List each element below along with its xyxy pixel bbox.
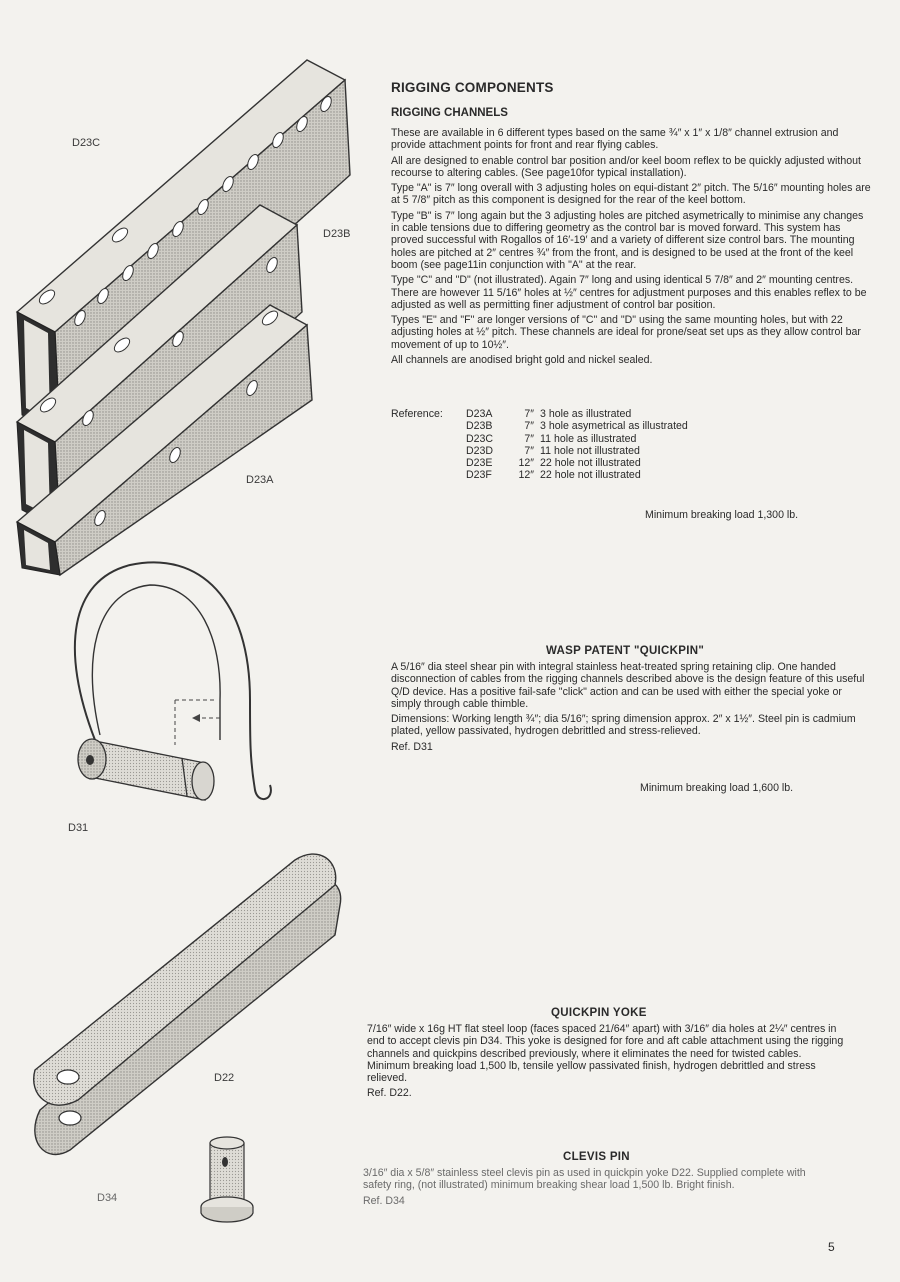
- reference-length: 12″: [518, 457, 534, 470]
- label-d31: D31: [68, 822, 89, 834]
- section-title-rigging-components: RIGGING COMPONENTS: [391, 80, 554, 95]
- reference-table: [391, 408, 688, 482]
- reference-length: 12″: [518, 469, 534, 482]
- reference-row: [391, 420, 688, 432]
- quickpin-d31-drawing: [75, 562, 271, 800]
- clevis-d34-drawing: [201, 1137, 253, 1222]
- section-title-clevis-pin: CLEVIS PIN: [563, 1151, 630, 1163]
- reference-code: D23A: [466, 408, 493, 420]
- reference-desc: 11 hole as illustrated: [540, 432, 637, 445]
- yoke-ref: Ref. D22.: [367, 1087, 412, 1100]
- section-title-quickpin: WASP PATENT "QUICKPIN": [546, 645, 705, 657]
- yoke-d22-drawing: [34, 854, 341, 1154]
- label-d22: D22: [214, 1072, 235, 1084]
- clevis-body: [363, 1167, 833, 1210]
- rigging-paragraph: All are designed to enable control bar position and/or keel boom reflex to be quickly adjusted without recourse to altering cables. (See page10for typical installation).: [391, 154, 861, 179]
- reference-row: [391, 469, 688, 481]
- reference-code: D23E: [466, 457, 493, 470]
- rigging-paragraph: These are available in 6 different types based on the same ¾″ x 1″ x 1/8″ channel extrusion and provide attachment points for front and rear flying cables.: [391, 127, 839, 152]
- clevis-ref: Ref. D34: [363, 1194, 405, 1207]
- quickpin-body: [391, 661, 869, 756]
- reference-desc: 3 hole as illustrated: [540, 408, 632, 420]
- reference-row: [391, 408, 688, 420]
- reference-code: D23B: [466, 420, 493, 433]
- reference-length: 7″: [524, 444, 534, 457]
- quickpin-paragraph: A 5/16″ dia steel shear pin with integral stainless heat-treated spring retaining clip. One handed disconnection of cables from the rigging channels described above is the design feature of this useful Q/D device. Has a positive fail-safe "click" action and can be used with either the special yoke or simply through cable thimble.: [391, 661, 865, 710]
- section-title-quickpin-yoke: QUICKPIN YOKE: [551, 1007, 647, 1019]
- reference-code: D23C: [466, 432, 494, 445]
- label-d23a: D23A: [246, 474, 274, 486]
- clevis-paragraph: 3/16″ dia x 5/8″ stainless steel clevis pin as used in quickpin yoke D22. Supplied complete with safety ring, (not illustrated) minimum breaking shear load 1,500 lb. Bright finish.: [363, 1167, 806, 1192]
- reference-length: 7″: [524, 420, 534, 433]
- reference-row: [391, 457, 688, 469]
- quickpin-ref: Ref. D31: [391, 740, 433, 753]
- rigging-min-load: Minimum breaking load 1,300 lb.: [645, 509, 799, 521]
- reference-desc: 22 hole not illustrated: [540, 469, 641, 482]
- reference-row: [391, 445, 688, 457]
- quickpin-min-load: Minimum breaking load 1,600 lb.: [640, 782, 794, 794]
- reference-row: [391, 433, 688, 445]
- label-d23c: D23C: [72, 137, 101, 149]
- rigging-channels-body: [391, 127, 871, 369]
- yoke-paragraph: 7/16″ wide x 16g HT flat steel loop (faces spaced 21/64″ apart) with 3/16″ dia holes at 2¼″ centres in end to accept clevis pin D34. This yoke is designed for fore and aft cable attachment using the rigging channels and quickpins described previously, where it eliminates the need for twisted cables. Minimum breaking load 1,500 lb, tensile yellow passivated finish, hydrogen debrittled and stress relieved.: [367, 1023, 844, 1085]
- reference-desc: 11 hole not illustrated: [540, 444, 640, 457]
- label-d34: D34: [97, 1192, 118, 1204]
- reference-desc: 22 hole not illustrated: [540, 457, 641, 470]
- yoke-body: [367, 1023, 845, 1103]
- reference-code: D23F: [466, 469, 492, 482]
- reference-length: 7″: [524, 408, 534, 420]
- reference-desc: 3 hole asymetrical as illustrated: [540, 420, 688, 433]
- reference-label: Reference:: [391, 408, 443, 420]
- rigging-paragraph: All channels are anodised bright gold and nickel sealed.: [391, 354, 653, 367]
- rigging-paragraph: Types "E" and "F" are longer versions of "C" and "D" using the same mounting holes, but with 22 adjusting holes at ½″ pitch. These channels are ideal for prone/seat set ups as they allow control bar movement of up to 10½″.: [391, 314, 861, 351]
- rigging-paragraph: Type "C" and "D" (not illustrated). Again 7″ long and using identical 5 7/8″ and 2″ mounting centres. There are however 11 5/16″ holes at ½″ centres for adjustment purposes and this enables reflex to be adjusted as well as permitting finer adjustment of control bar position.: [391, 274, 867, 311]
- page-number: 5: [828, 1240, 835, 1254]
- rigging-paragraph: Type "B" is 7″ long again but the 3 adjusting holes are pitched asymetrically to minimise any changes in cable tensions due to differing geometry as the control bar is moved forward. This system has proved successful with Rogallos of 16′-19′ and a variety of different size control bars. The mounting holes are pitched at 2″ centres ¾″ from the front, and is designed to be used at the front of the keel boom (see page11in conjunction with "A" at the rear.: [391, 209, 864, 271]
- subsection-title-rigging-channels: RIGGING CHANNELS: [391, 107, 508, 119]
- quickpin-paragraph: Dimensions: Working length ¾″; dia 5/16″; spring dimension approx. 2″ x 1½″. Steel pin is cadmium plated, yellow passivated, hydrogen debrittled and stress-relieved.: [391, 713, 856, 738]
- rigging-paragraph: Type "A" is 7″ long overall with 3 adjusting holes on equi-distant 2″ pitch. The 5/16″ mounting holes are at 5 7/8″ pitch as this component is designed for the rear of the keel bottom.: [391, 182, 871, 207]
- reference-length: 7″: [524, 432, 534, 445]
- label-d23b: D23B: [323, 228, 351, 240]
- reference-code: D23D: [466, 444, 494, 457]
